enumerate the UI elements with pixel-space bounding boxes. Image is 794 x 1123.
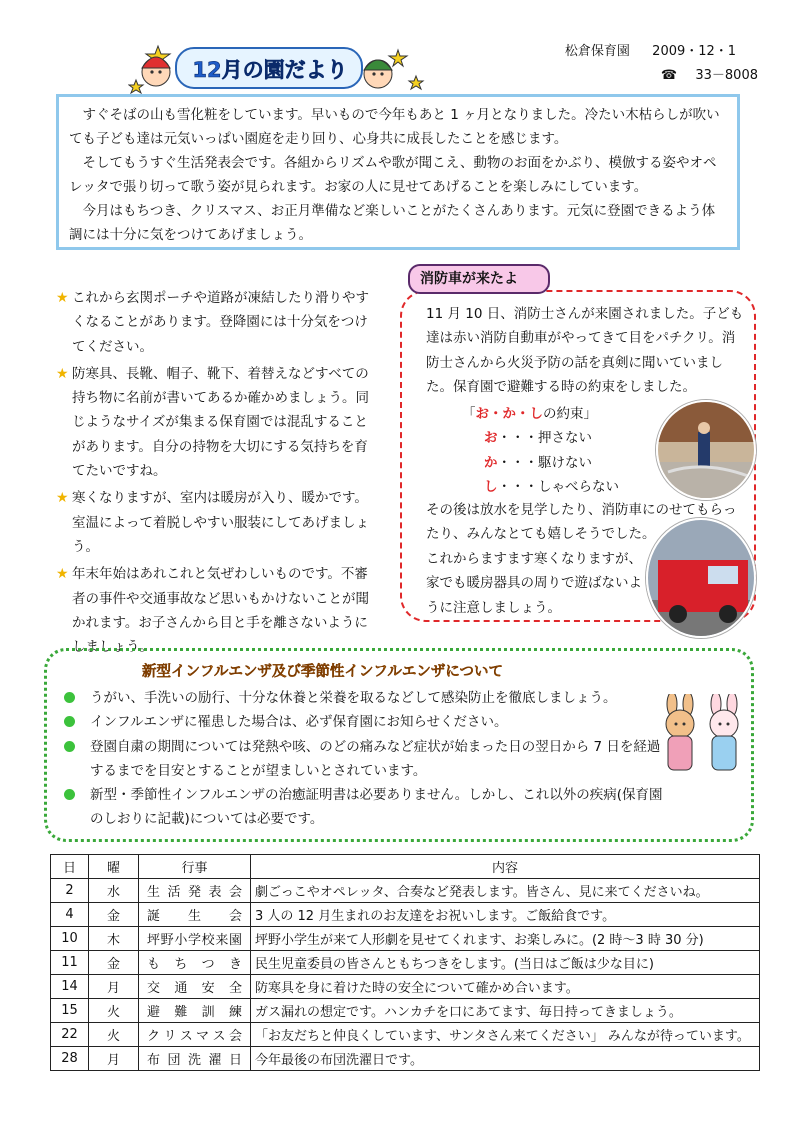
fire-text: その後は放水を見学したり、消防車にのせてもらったり、みんなとても嬉しそうでした。 <box>426 502 737 543</box>
tip-text: これから玄関ポーチや道路が凍結したり滑りやすくなることがあります。登降園には十分気をつけてください。 <box>72 290 369 355</box>
header-info <box>565 40 758 88</box>
fire-report <box>426 302 748 399</box>
issue-date: 2009・12・1 <box>652 44 737 59</box>
tip-text: 寒くなりますが、室内は暖房が入り、暖かです。室温によって着脱しやすい服装にしてあげましょう。 <box>72 490 369 555</box>
okashi-title: 「お・か・しの約束」 <box>462 406 597 422</box>
table-row: 4 金 誕生会 3 人の 12 月生まれのお友達をお祝いします。ご飯給食です。 <box>51 903 760 927</box>
intro-paragraph: すぐそばの山も雪化粧をしています。早いもので今年もあと 1 ヶ月となりました。冷たい木枯らしが吹いても子ども達は元気いっぱい園庭を走り回り、心身共に成長したことを感じます。 <box>69 107 720 147</box>
table-row: 28 月 布団洗濯日 今年最後の布団洗濯日です。 <box>51 1047 760 1071</box>
phone-number: 33－8008 <box>695 68 758 83</box>
header-dow: 曜 <box>89 855 139 879</box>
table-row: 11 金 もちつき 民生児童委員の皆さんともちつきをします。(当日はご飯は少な目に) <box>51 951 760 975</box>
fire-section-title: 消防車が来たよ <box>408 264 550 294</box>
star-icon: ★ <box>56 365 69 382</box>
star-icon: ★ <box>56 490 69 507</box>
fire-truck-photo <box>646 518 756 638</box>
tip-item <box>56 486 374 559</box>
star-icon: ★ <box>56 566 69 583</box>
bullet-icon <box>64 741 75 752</box>
bunny-illustration <box>654 694 750 784</box>
list-item: インフルエンザに罹患した場合は、必ず保育園にお知らせください。 <box>64 710 664 734</box>
star-icon: ★ <box>56 290 69 306</box>
table-row: 22 火 クリスマス会 「お友だちと仲良くしています、サンタさん来てください」 みんなが待っています。 <box>51 1023 760 1047</box>
intro-paragraph: 今月はもちつき、クリスマス、お正月準備など楽しいことがたくさんあります。元気に登園できるよう体調には十分に気をつけてあげましょう。 <box>69 203 716 243</box>
tip-text: 年末年始はあれこれと気ぜわしいものです。不審者の事件や交通事故など思いもかけないことが聞かれます。お子さんから目と手を離さないようにしましょう。 <box>72 566 369 656</box>
bullet-icon <box>64 692 75 703</box>
fire-text: これからますます寒くなりますが、家でも暖房器具の周りで遊ばないように注意しましょう。 <box>426 551 642 616</box>
table-row: 14 月 交通安全 防寒具を身に着けた時の安全について確かめ合います。 <box>51 975 760 999</box>
intro-paragraph: そしてもうすぐ生活発表会です。各組からリズムや歌が聞こえ、動物のお面をかぶり、模倣する姿やオペレッタで張り切って歌う姿が見られます。お家の人に見せてあげることを楽しみにしています。 <box>69 155 717 195</box>
bullet-icon <box>64 789 75 800</box>
list-item: うがい、手洗いの励行、十分な休養と栄養を取るなどして感染防止を徹底しましょう。 <box>64 686 664 710</box>
table-row: 10 木 坪野小学校来園 坪野小学生が来て人形劇を見せてくれます、お楽しみに。(2 時～3 時 30 分) <box>51 927 760 951</box>
fire-paragraph: 11 月 10 日、消防士さんが来園されました。子ども達は赤い消防自動車がやってきて目をパチクリ。消防士さんから火災予防の話を真剣に聞いていました。保育園で避難する時の約束をしました。 <box>426 306 744 395</box>
rule-item: お・・・押さない <box>484 430 592 447</box>
intro-box <box>56 94 740 250</box>
influenza-list <box>64 686 664 832</box>
logo-title: 12月の園だより <box>192 58 348 82</box>
school-name: 松倉保育園 <box>564 44 630 59</box>
header-day: 日 <box>51 855 89 879</box>
table-header-row <box>51 855 760 879</box>
rule-item: か・・・駆けない <box>484 454 592 471</box>
bullet-icon <box>64 716 75 727</box>
list-item: 登園自粛の期間については発熱や咳、のどの痛みなど症状が始まった日の翌日から 7 日を経過するまでを目安とすることが望ましいとされています。 <box>64 735 664 784</box>
header-event: 行事 <box>139 855 251 879</box>
table-row: 2 水 生活発表会 劇ごっこやオペレッタ、合奏など発表します。皆さん、見に来てくださいね。 <box>51 879 760 903</box>
table-row: 15 火 避難訓練 ガス漏れの想定です。ハンカチを口にあてます、毎日持ってきましょう。 <box>51 999 760 1023</box>
seasonal-tips <box>56 286 374 662</box>
header-detail: 内容 <box>251 855 760 879</box>
tip-item <box>56 362 374 483</box>
phone-icon: ☎ <box>660 68 678 83</box>
influenza-title: 新型インフルエンザ及び季節性インフルエンザについて <box>142 664 504 680</box>
list-item: 新型・季節性インフルエンザの治癒証明書は必要ありません。しかし、これ以外の疾病(保育園のしおりに記載)については必要です。 <box>64 783 664 832</box>
rule-item: し・・・しゃべらない <box>484 478 619 495</box>
okashi-rules <box>462 402 619 499</box>
newsletter-logo <box>128 36 428 94</box>
tip-text: 防寒具、長靴、帽子、靴下、着替えなどすべての持ち物に名前が書いてあるか確かめましょう。同じようなサイズが集まる保育園では混乱することがあります。自分の持物を大切にする気持ちを育てたいですね。 <box>72 365 369 480</box>
event-schedule <box>50 854 760 1071</box>
tip-item <box>56 286 374 359</box>
firefighter-photo <box>656 400 756 500</box>
fire-paragraph-3 <box>426 547 644 620</box>
tip-item <box>56 562 374 659</box>
